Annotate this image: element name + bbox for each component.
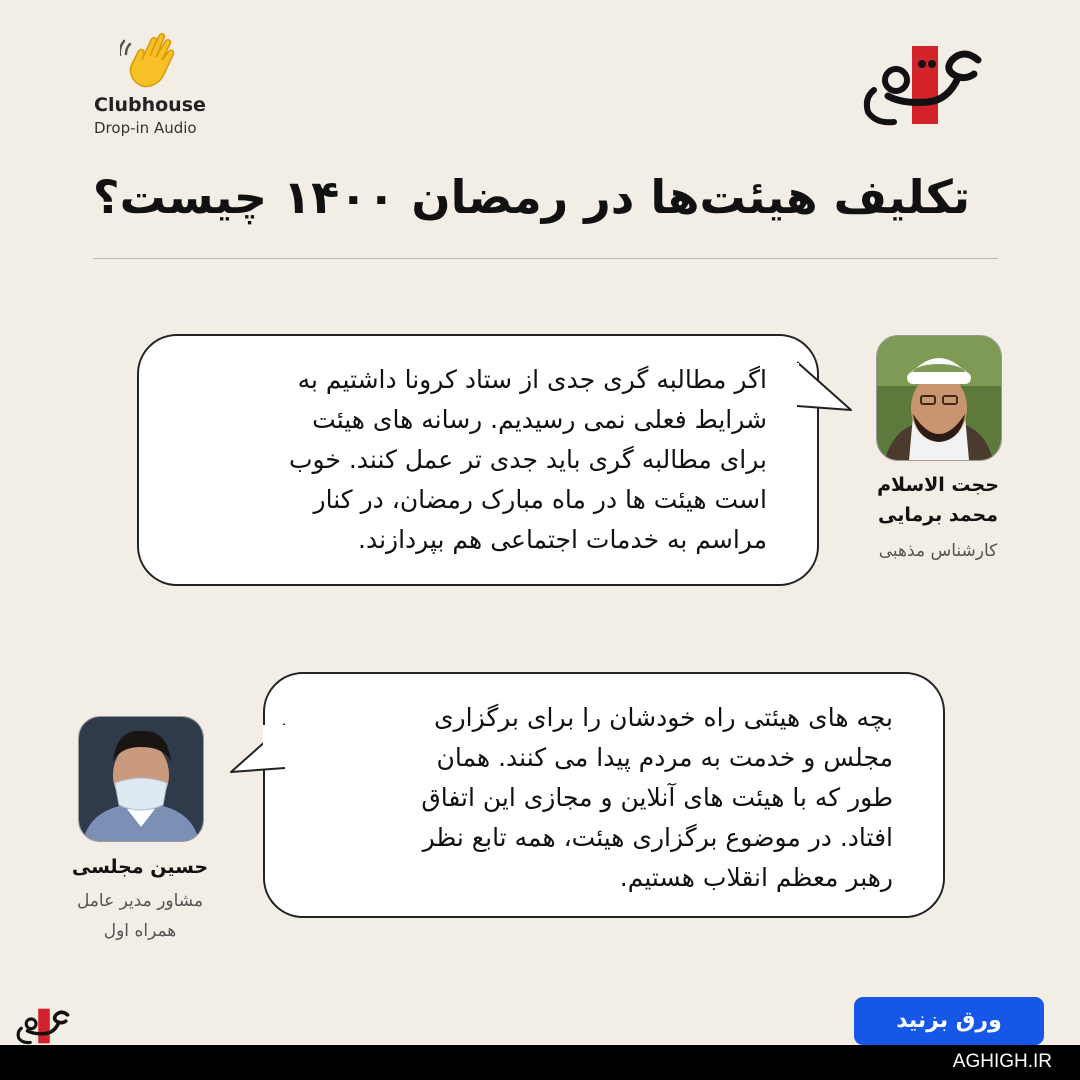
clubhouse-tagline: Drop-in Audio <box>94 119 197 137</box>
speaker-2-avatar <box>78 716 204 842</box>
quote-line: مراسم به خدمات اجتماعی هم بپردازند. <box>358 525 767 554</box>
quote-line: بچه های هیئتی راه خودشان را برای برگزاری <box>433 703 893 732</box>
quote-line: است هیئت ها در ماه مبارک رمضان، در کنار <box>313 485 767 514</box>
aghigh-logo <box>860 40 990 130</box>
quote-line: افتاد. در موضوع برگزاری هیئت، همه تابع نظر <box>422 823 893 852</box>
bubble-tail-right <box>797 360 857 420</box>
title-divider <box>93 258 998 259</box>
speaker-2-role: مشاور مدیر عامل همراه اول <box>76 891 204 941</box>
speaker-2-name: حسین مجلسی <box>71 856 209 878</box>
page-title: تکلیف هیئت‌ها در رمضان ۱۴۰۰ چیست؟ <box>92 170 970 224</box>
quote-bubble-2 <box>263 672 945 918</box>
website-link[interactable]: AGHIGH.IR <box>952 1051 1052 1072</box>
quote-bubble-1 <box>137 334 819 586</box>
clubhouse-name: Clubhouse <box>94 94 206 116</box>
waving-hand-icon <box>120 30 180 90</box>
speaker-1-avatar <box>876 335 1002 461</box>
speaker-1-role: کارشناس مذهبی <box>878 541 998 561</box>
quote-line: برای مطالبه گری باید جدی تر عمل کنند. خوب <box>288 445 767 474</box>
swipe-button[interactable]: ورق بزنید <box>854 997 1044 1045</box>
quote-line: مجلس و خدمت به مردم پیدا می کنند. همان <box>436 743 893 772</box>
bubble-tail-left <box>225 722 285 782</box>
quote-line: رهبر معظم انقلاب هستیم. <box>619 863 893 892</box>
quote-line: طور که با هیئت های آنلاین و مجازی این اتفاق <box>421 783 893 812</box>
footer-bar <box>0 1045 1080 1080</box>
quote-line: اگر مطالبه گری جدی از ستاد کرونا داشتیم به <box>297 365 767 394</box>
aghigh-logo-small <box>14 1006 74 1046</box>
quote-line: شرایط فعلی نمی رسیدیم. رسانه های هیئت <box>312 405 767 434</box>
speaker-1-name: حجت الاسلام محمد برمایی <box>877 474 999 526</box>
